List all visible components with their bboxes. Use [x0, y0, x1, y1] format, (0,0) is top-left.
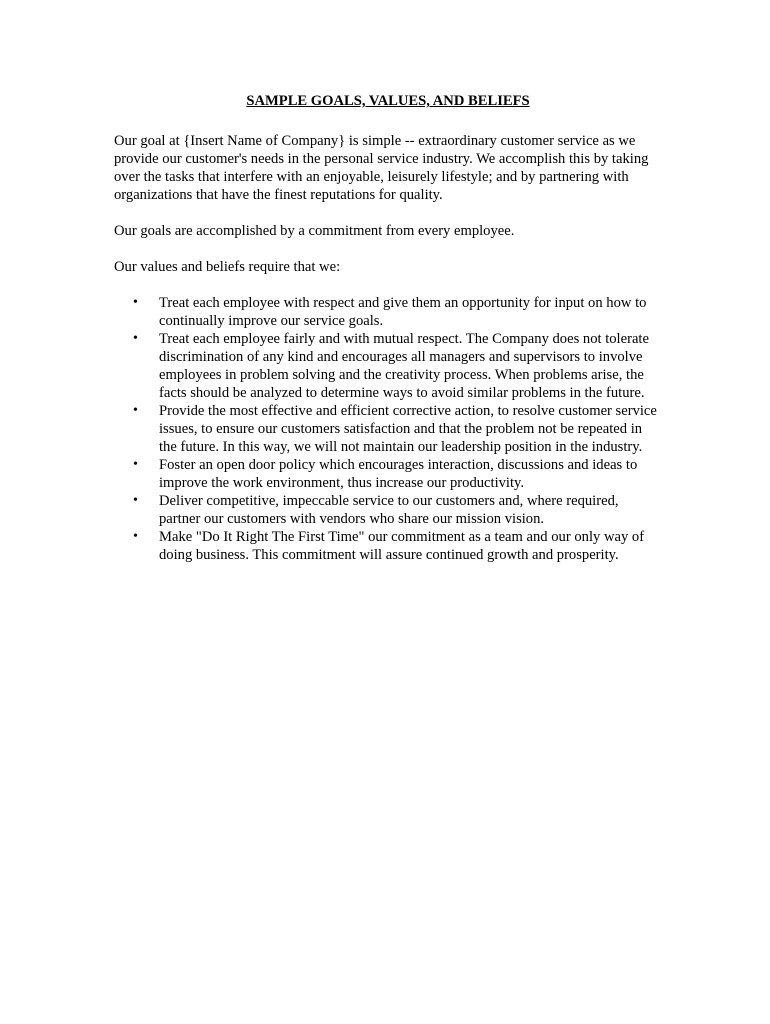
list-item [114, 294, 662, 330]
commitment-paragraph: Our goals are accomplished by a commitment from every employee. [114, 223, 515, 239]
list-item [114, 528, 662, 564]
list-item [114, 456, 662, 492]
list-item-text: Foster an open door policy which encourages interaction, discussions and ideas to improve the work environment, thus increase our productivity. [159, 457, 638, 491]
values-list [114, 294, 662, 564]
list-item [114, 330, 662, 402]
bullet-icon: • [133, 403, 138, 418]
bullet-icon: • [133, 457, 138, 472]
bullet-icon: • [133, 529, 138, 544]
list-item-text: Treat each employee with respect and give them an opportunity for input on how to continually improve our service goals. [159, 295, 647, 329]
values-intro-paragraph: Our values and beliefs require that we: [114, 259, 341, 275]
list-item [114, 492, 662, 528]
document-page [114, 92, 662, 564]
bullet-icon: • [133, 331, 138, 346]
bullet-icon: • [133, 295, 138, 310]
list-item-text: Deliver competitive, impeccable service to our customers and, where required, partner our customers with vendors who share our mission vision. [159, 493, 619, 527]
list-item-text: Provide the most effective and efficient corrective action, to resolve customer service issues, to ensure our customers satisfaction and that the problem not be repeated in the future. In this way, we will not maintain our leadership position in the industry. [159, 403, 657, 455]
document-title: SAMPLE GOALS, VALUES, AND BELIEFS [246, 93, 530, 109]
list-item-text: Treat each employee fairly and with mutual respect. The Company does not tolerate discrimination of any kind and encourages all managers and supervisors to involve employees in problem solving and the creativity process. When problems arise, the facts should be analyzed to determine ways to avoid similar problems in the future. [159, 331, 649, 401]
intro-paragraph: Our goal at {Insert Name of Company} is simple -- extraordinary customer service as we provide our customer's needs in the personal service industry. We accomplish this by taking over the tasks that interfere with an enjoyable, leisurely lifestyle; and by partnering with organizations that have the finest reputations for quality. [114, 133, 649, 203]
list-item-text: Make "Do It Right The First Time" our commitment as a team and our only way of doing business. This commitment will assure continued growth and prosperity. [159, 529, 645, 563]
bullet-icon: • [133, 493, 138, 508]
list-item [114, 402, 662, 456]
